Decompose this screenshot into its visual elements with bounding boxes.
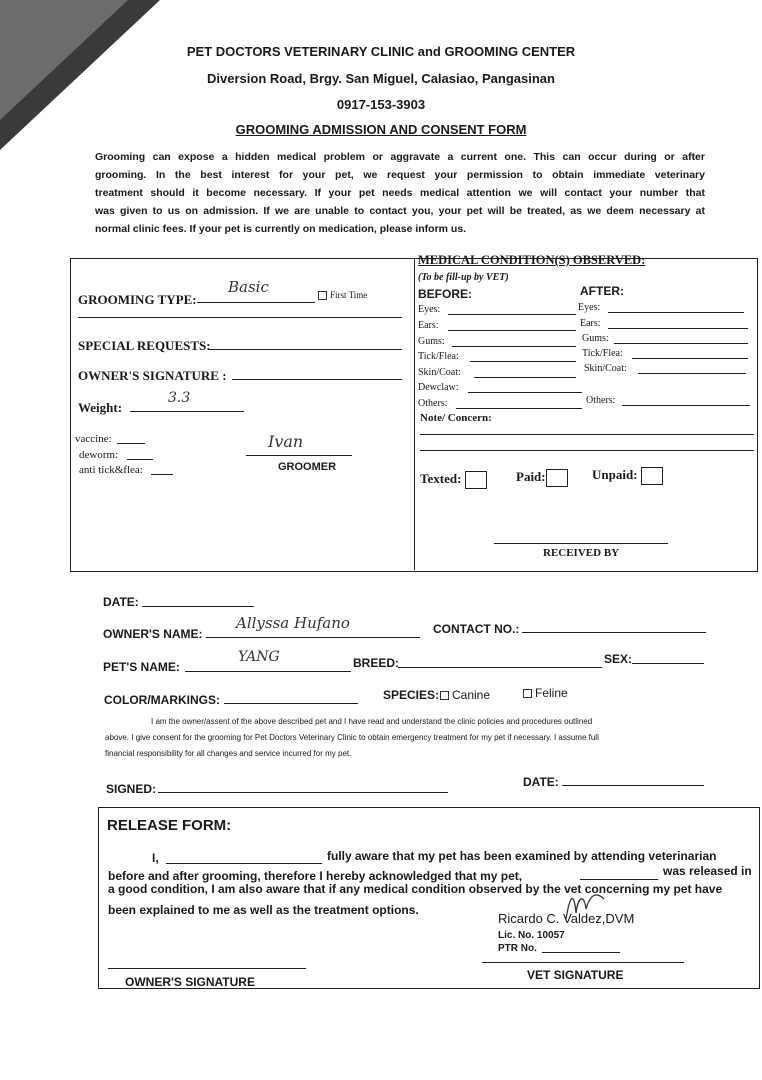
antitick-label: anti tick&flea: [79, 464, 143, 476]
texted-label: Texted: [420, 471, 462, 486]
color-label: COLOR/MARKINGS: [104, 693, 220, 707]
after-skin-field[interactable] [638, 373, 746, 374]
owner-name-label: OWNER'S NAME: [103, 627, 203, 641]
groomer-signature-line[interactable] [246, 455, 352, 456]
grooming-type-label: GROOMING TYPE: [78, 292, 197, 307]
note-label: Note/ Concern: [420, 412, 492, 424]
medical-subtitle: (To be fill-up by VET) [418, 272, 509, 283]
after-gums-label: Gums: [582, 333, 609, 344]
release-line3: a good condition, I am also aware that if any medical condition observed by the vet concerning my pet have [108, 882, 723, 896]
consent-paragraph [105, 714, 710, 762]
unpaid-box[interactable] [641, 467, 663, 485]
special-requests-label: SPECIAL REQUESTS: [78, 338, 211, 353]
signed-field[interactable] [158, 792, 448, 793]
date-field[interactable] [142, 606, 254, 607]
before-dewclaw-field[interactable] [468, 392, 582, 393]
owner-name-field[interactable] [206, 637, 420, 638]
vaccine-label: vaccine: [75, 433, 112, 445]
date-label: DATE: [103, 595, 139, 609]
owner-signature-line[interactable] [108, 968, 306, 969]
before-skin-field[interactable] [474, 377, 576, 378]
before-others-label: Others: [418, 398, 448, 409]
before-eyes-field[interactable] [448, 314, 576, 315]
after-skin-label: Skin/Coat: [584, 363, 627, 374]
clinic-phone: 0917-153-3903 [336, 97, 426, 112]
paid-box[interactable] [546, 469, 568, 487]
intro-line: was given to us on admission. If we are unable to contact you, your pet will be treated, as we deem necessary at [95, 205, 705, 217]
after-ears-label: Ears: [580, 318, 601, 329]
pet-name-value: YANG [238, 649, 280, 665]
unpaid-checkbox[interactable] [592, 467, 663, 485]
pet-name-label: PET'S NAME: [103, 660, 180, 674]
release-pet-field[interactable] [580, 879, 658, 880]
consent-line: I am the owner/assent of the above described pet and I have read and understand the clinic policies and procedures outlined [151, 717, 593, 726]
vet-ptr-stamp: PTR No. [498, 943, 537, 954]
owner-name-value: Allyssa Hufano [236, 614, 350, 632]
vet-signature-scribble [560, 885, 610, 925]
after-others-field[interactable] [622, 405, 750, 406]
release-line1: fully aware that my pet has been examined by attending veterinarian [327, 849, 717, 863]
color-field[interactable] [224, 703, 358, 704]
sex-field[interactable] [632, 663, 704, 664]
contact-label: CONTACT NO.: [433, 622, 520, 636]
release-name-field[interactable] [166, 863, 322, 864]
release-title: RELEASE FORM: [107, 817, 232, 834]
received-by-line[interactable] [494, 543, 668, 544]
breed-label: BREED: [353, 656, 400, 670]
grooming-type-value: Basic [228, 278, 269, 296]
after-label: AFTER: [580, 284, 624, 298]
special-requests-field[interactable] [208, 349, 402, 350]
release-vet-sig-label: VET SIGNATURE [527, 968, 624, 982]
before-ears-label: Ears: [418, 320, 439, 331]
note-line-2[interactable] [420, 450, 754, 451]
after-tick-field[interactable] [632, 358, 748, 359]
vet-signature-line[interactable] [482, 962, 684, 963]
before-dewclaw-label: Dewclaw: [418, 382, 459, 393]
feline-checkbox[interactable] [523, 689, 532, 698]
medical-title: MEDICAL CONDITION(S) OBSERVED: [418, 253, 646, 267]
texted-checkbox[interactable] [420, 471, 487, 489]
species-label: SPECIES: [383, 688, 440, 702]
after-ears-field[interactable] [608, 328, 748, 329]
vet-name-stamp: Ricardo C. Valdez,DVM [498, 911, 635, 926]
date2-label: DATE: [523, 775, 559, 789]
after-gums-field[interactable] [614, 343, 748, 344]
groomer-signature: Ivan [268, 432, 304, 451]
before-gums-label: Gums: [418, 336, 445, 347]
intro-line: grooming. In the best interest for your pet, we request your permission to obtain immediate veterinary [95, 169, 705, 181]
owner-signature-field[interactable] [232, 379, 402, 380]
date2-field[interactable] [562, 785, 704, 786]
intro-line: treatment should it become necessary. If your pet needs medical attention we will contact your number that [95, 187, 705, 199]
before-tick-label: Tick/Flea: [418, 351, 459, 362]
box-divider [414, 258, 415, 570]
breed-field[interactable] [398, 667, 602, 668]
clinic-name: PET DOCTORS VETERINARY CLINIC and GROOMING CENTER [186, 44, 576, 59]
texted-box[interactable] [465, 471, 487, 489]
grooming-type-field[interactable] [197, 302, 315, 303]
before-eyes-label: Eyes: [418, 304, 441, 315]
antitick-field[interactable] [151, 474, 173, 475]
release-line2a: before and after grooming, therefore I hereby acknowledged that my pet, [108, 869, 523, 883]
paid-label: Paid: [516, 469, 546, 484]
release-owner-sig-label: OWNER'S SIGNATURE [125, 975, 255, 989]
before-ears-field[interactable] [448, 330, 576, 331]
form-title: GROOMING ADMISSION AND CONSENT FORM [235, 122, 527, 137]
before-gums-field[interactable] [452, 346, 576, 347]
consent-line: above. I give consent for the grooming for Pet Doctors Veterinary Clinic to obtain emergency treatment for my pet if necessary. I assume full [105, 733, 599, 742]
before-skin-label: Skin/Coat: [418, 367, 461, 378]
owner-signature-label: OWNER'S SIGNATURE : [78, 368, 227, 383]
feline-label: Feline [535, 686, 568, 700]
contact-field[interactable] [522, 632, 706, 633]
canine-label: Canine [452, 688, 491, 702]
paid-checkbox[interactable] [516, 469, 568, 487]
first-time-checkbox[interactable] [318, 290, 367, 300]
signed-label: SIGNED: [106, 782, 157, 796]
unpaid-label: Unpaid: [592, 467, 638, 482]
pet-name-field[interactable] [185, 671, 351, 672]
before-tick-field[interactable] [470, 361, 576, 362]
groomer-label: GROOMER [278, 461, 337, 473]
vet-lic-stamp: Lic. No. 10057 [498, 930, 565, 941]
weight-label: Weight: [78, 400, 123, 415]
weight-field[interactable] [130, 411, 244, 412]
canine-checkbox[interactable] [440, 691, 449, 700]
vaccine-field[interactable] [117, 443, 145, 444]
first-time-label: First Time [330, 290, 368, 300]
weight-value: 3.3 [168, 390, 191, 406]
before-label: BEFORE: [418, 287, 472, 301]
canine-option[interactable] [440, 688, 490, 702]
after-others-label: Others: [586, 395, 616, 406]
grooming-type-extra-line[interactable] [78, 317, 402, 318]
release-line2b: was released in [663, 864, 752, 878]
note-line-1[interactable] [420, 434, 754, 435]
vet-ptr-field[interactable] [542, 952, 620, 953]
consent-line: financial responsibility for all changes and service incurred for my pet. [105, 749, 352, 758]
intro-paragraph [95, 148, 705, 238]
deworm-label: deworm: [79, 449, 119, 461]
before-others-field[interactable] [456, 408, 582, 409]
feline-option[interactable] [523, 686, 568, 700]
intro-line: normal clinic fees. If your pet is currently on medication, please inform us. [95, 223, 467, 235]
received-by-label: RECEIVED BY [543, 547, 620, 559]
after-eyes-label: Eyes: [578, 302, 601, 313]
release-i-label: I, [152, 851, 159, 865]
intro-line: Grooming can expose a hidden medical problem or aggravate a current one. This can occur during or after [95, 151, 705, 163]
sex-label: SEX: [604, 652, 633, 666]
deworm-field[interactable] [127, 459, 153, 460]
release-line4: been explained to me as well as the treatment options. [108, 903, 419, 917]
after-eyes-field[interactable] [608, 312, 744, 313]
after-tick-label: Tick/Flea: [582, 348, 623, 359]
first-time-box[interactable] [318, 291, 327, 300]
clinic-address: Diversion Road, Brgy. San Miguel, Calasiao, Pangasinan [207, 71, 555, 86]
